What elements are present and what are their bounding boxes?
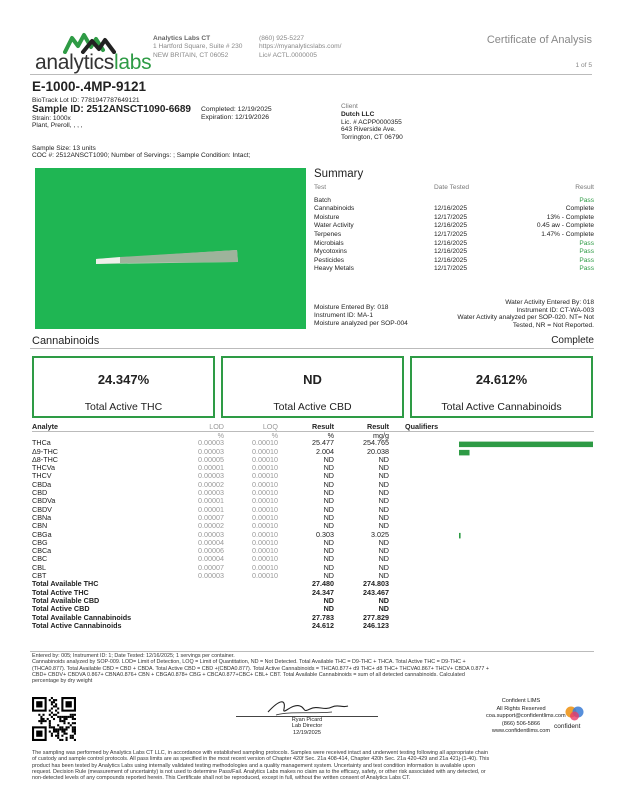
footer-line: request. Decision Rule (measurement of uncertainty) is not used to determine Pass/Fail. Analytics Labs makes no claim as to the efficacy, safety, or other risk associated with any detected, or — [32, 768, 486, 775]
analyte-result-pct: ND — [323, 479, 334, 489]
summary-date: 12/17/2025 — [434, 213, 468, 221]
total-result-mg: 274.803 — [363, 579, 389, 589]
analyte-lod: 0.00003 — [198, 446, 224, 456]
analyte-header — [32, 423, 594, 431]
summary-test: Terpenes — [314, 230, 342, 238]
analyte-loq: 0.00010 — [252, 529, 278, 539]
analyte-loq: 0.00010 — [252, 471, 278, 481]
analyte-name: CBD — [32, 488, 48, 498]
analyte-result-mg: ND — [378, 546, 389, 556]
analyte-name: CBDa — [32, 479, 52, 489]
footer-disclaimer — [32, 750, 594, 781]
analyte-result-pct: ND — [323, 521, 334, 531]
client-address1: 643 Riverside Ave. — [341, 126, 396, 134]
lab-contact-block — [259, 35, 379, 60]
total-active-cannabinoids-value: 24.612% — [475, 372, 528, 387]
product-name: E-1000-.4MP-9121 — [32, 79, 147, 94]
analyte-name: CBL — [32, 562, 46, 572]
total-name: Total Available THC — [32, 579, 99, 589]
analyte-result-mg: ND — [378, 488, 389, 498]
total-name: Total Active Cannabinoids — [32, 620, 122, 630]
analyte-result-pct: ND — [323, 537, 334, 547]
analyte-name: CBDVa — [32, 496, 56, 506]
analyte-loq: 0.00010 — [252, 463, 278, 473]
summary-header-result: Result — [575, 184, 594, 191]
signatory-title: Lab Director — [291, 723, 323, 730]
total-active-thc-box — [32, 356, 215, 418]
summary-table — [314, 184, 594, 274]
analyte-result-mg: ND — [378, 463, 389, 473]
summary-test: Water Activity — [314, 222, 354, 230]
note-line: CBD+ CBDV+ CBDVA 0.867+ CBNA0.876+ CBN + CBGA0.878+ CBG + CBCA0.877+CBC+ CBL+ CBT. Total Available Cannabinoids = sum of all detected cannabinoids. Calculated — [32, 671, 465, 678]
lab-name: Analytics Labs CT — [153, 35, 211, 42]
summary-result: Pass — [579, 196, 594, 204]
total-name: Total Available CBD — [32, 595, 100, 605]
analyte-name: CBGa — [32, 529, 52, 539]
analyte-name: Δ8-THC — [32, 454, 58, 464]
summary-result: 0.45 aw - Complete — [536, 222, 594, 230]
lab-address-line1: 1 Hartford Square, Suite # 230 — [153, 43, 243, 51]
analyte-lod: 0.00001 — [198, 504, 224, 514]
analyte-result-pct: ND — [323, 463, 334, 473]
analyte-result-mg: ND — [378, 537, 389, 547]
analyte-lod: 0.00002 — [198, 521, 224, 531]
analyte-name: CBCa — [32, 546, 52, 556]
product-type: Plant, Preroll, , , , — [32, 122, 83, 129]
header-result-mg: Result — [367, 422, 389, 431]
analyte-name: CBG — [32, 537, 48, 547]
header-qualifiers: Qualifiers — [405, 422, 439, 431]
unit-result-pct: % — [327, 431, 334, 441]
analyte-result-mg: ND — [378, 571, 389, 581]
analyte-loq: 0.00010 — [252, 438, 278, 448]
header-loq: LOQ — [262, 422, 278, 431]
analyte-loq: 0.00010 — [252, 521, 278, 531]
summary-result: Complete — [565, 205, 594, 213]
total-result-pct: 27.480 — [312, 579, 334, 589]
note-line: percentage by dry weight — [32, 678, 93, 685]
cannabinoids-divider — [30, 348, 594, 349]
summary-result: 1.47% - Complete — [541, 230, 594, 238]
total-result-mg: 246.123 — [363, 620, 389, 630]
analyte-lod: 0.00003 — [198, 488, 224, 498]
summary-date: 12/16/2025 — [434, 239, 468, 247]
summary-row — [314, 265, 594, 274]
analyte-result-pct: ND — [323, 512, 334, 522]
total-active-cannabinoids-box — [410, 356, 593, 418]
summary-result: Pass — [579, 265, 594, 273]
summary-date: 12/17/2025 — [434, 265, 468, 273]
analyte-result-pct: 2.004 — [316, 446, 334, 456]
analyte-lod: 0.00003 — [198, 471, 224, 481]
analyte-name: CBNa — [32, 512, 52, 522]
analyte-loq: 0.00010 — [252, 488, 278, 498]
qr-code[interactable] — [32, 697, 76, 741]
note-line: Cannabinoids analyzed by SOP-009. LOD= Limit of Detection, LOQ = Limit of Quantitation, ND = Not Detected. Total Available THC = D9-THC + THCA. Total Active THC = D9-THC + — [32, 659, 466, 666]
wa-note-line: Water Activity analyzed per SOP-020. NT= Not — [457, 314, 594, 322]
summary-result: Pass — [579, 239, 594, 247]
confident-line: All Rights Reserved — [496, 705, 546, 712]
analyte-lod: 0.00002 — [198, 479, 224, 489]
analyte-result-mg: ND — [378, 496, 389, 506]
summary-test: Batch — [314, 196, 331, 204]
qualifier-bars — [459, 440, 594, 590]
summary-row — [314, 248, 594, 257]
header-lod: LOD — [209, 422, 224, 431]
analyte-name: CBT — [32, 571, 47, 581]
total-name: Total Active CBD — [32, 604, 90, 614]
analyte-name: CBN — [32, 521, 48, 531]
summary-row — [314, 240, 594, 249]
analyte-name: CBC — [32, 554, 48, 564]
total-active-cbd-value: ND — [303, 372, 322, 387]
summary-test: Pesticides — [314, 256, 345, 264]
summary-test: Heavy Metals — [314, 265, 354, 273]
analyte-lod: 0.00005 — [198, 454, 224, 464]
biotrack-lot: BioTrack Lot ID: 7781947787649121 — [32, 97, 140, 104]
total-row — [32, 597, 594, 605]
note-line: Entered by: 005; Instrument ID: 1; Date Tested: 12/16/2025; 1 servings per container. — [32, 653, 235, 659]
analyte-name: CBDV — [32, 504, 52, 514]
analyte-result-mg: ND — [378, 554, 389, 564]
confident-line: Confident LIMS — [501, 698, 541, 704]
total-name: Total Active THC — [32, 587, 89, 597]
analyte-result-pct: ND — [323, 488, 334, 498]
lab-address-line2: NEW BRITAIN, CT 06052 — [153, 51, 229, 59]
total-result-pct: 27.783 — [312, 612, 334, 622]
total-active-cbd-label: Total Active CBD — [273, 401, 352, 413]
summary-row — [314, 205, 594, 214]
lab-license: Lic# ACTL.0000005 — [259, 51, 317, 59]
header-result-pct: Result — [312, 422, 334, 431]
preroll-image — [35, 168, 306, 329]
expiration-date: Expiration: 12/19/2026 — [201, 114, 270, 121]
summary-header-test: Test — [314, 184, 327, 191]
analyte-lod: 0.00007 — [198, 512, 224, 522]
unit-result-mg: mg/g — [373, 431, 389, 441]
summary-date: 12/16/2025 — [434, 248, 468, 256]
coc-line: COC #: 2512ANSCT1090; Number of Servings: ; Sample Condition: Intact; — [32, 152, 251, 159]
analyte-result-mg: ND — [378, 562, 389, 572]
analyte-loq: 0.00010 — [252, 504, 278, 514]
analyte-lod: 0.00004 — [198, 554, 224, 564]
summary-header-date: Date Tested — [434, 184, 470, 191]
total-result-pct: 24.612 — [312, 620, 334, 630]
note-line: (THCA0.877). Total Available CBD = CBD + CBDA. Total Active CBD = CBD +(CBDA0.877). Total Active Cannabinoids = THCA0.877+ d9 THC+ d8 THC+ THCVA0.867+ THCV+ CBDA 0.877 + — [32, 665, 489, 672]
confident-line[interactable]: coa.support@confidentlims.com — [486, 713, 566, 720]
analyte-result-pct: ND — [323, 504, 334, 514]
analyte-loq: 0.00010 — [252, 512, 278, 522]
analyte-result-mg: ND — [378, 454, 389, 464]
analyte-loq: 0.00010 — [252, 479, 278, 489]
analyte-result-pct: ND — [323, 454, 334, 464]
summary-result: 13% - Complete — [546, 213, 594, 221]
analyte-lod: 0.00006 — [198, 546, 224, 556]
analyte-lod: 0.00003 — [198, 438, 224, 448]
analyte-lod: 0.00007 — [198, 562, 224, 572]
footer-line: of custody and sample control protocols. All pass limits are as specified in the most recent version of Chapter 420f Sec. 21a 408-414, Chapter 420h Sec. 21a 420-429 and 21a 421j-(1-40). This — [32, 756, 490, 763]
lab-phone: (860) 925-5227 — [259, 35, 305, 42]
analyte-result-mg: ND — [378, 479, 389, 489]
total-active-cbd-box — [221, 356, 404, 418]
logo-text: analyticslabs — [35, 51, 152, 74]
total-active-thc-value: 24.347% — [97, 372, 150, 387]
document-title: Certificate of Analysis — [486, 34, 592, 46]
analyte-loq: 0.00010 — [252, 546, 278, 556]
total-result-mg: 277.829 — [363, 612, 389, 622]
summary-date: 12/17/2025 — [434, 230, 468, 238]
lab-logo — [35, 28, 152, 74]
qualifier-bar — [459, 442, 593, 448]
analyte-lod: 0.00003 — [198, 571, 224, 581]
analyte-result-pct: 25.477 — [312, 438, 334, 448]
moisture-note-line: Moisture analyzed per SOP-004 — [314, 320, 408, 328]
summary-row — [314, 222, 594, 231]
cannabinoid-notes — [32, 653, 594, 684]
total-result-mg: 243.467 — [363, 587, 389, 597]
analyte-name: THCa — [32, 438, 51, 448]
wa-note-line: Tested, NR = Not Reported. — [512, 321, 594, 329]
strain: Strain: 1000x — [32, 115, 71, 122]
wa-note-line: Instrument ID: CT-WA-003 — [516, 306, 594, 314]
moisture-note-line: Moisture Entered By: 018 — [314, 304, 389, 311]
analyte-result-mg: ND — [378, 504, 389, 514]
summary-test: Cannabinoids — [314, 205, 355, 213]
analyte-result-pct: ND — [323, 554, 334, 564]
summary-rows — [314, 197, 594, 274]
total-active-thc-label: Total Active THC — [84, 401, 163, 413]
moisture-note-line: Instrument ID: MA-1 — [314, 312, 373, 320]
summary-result: Pass — [579, 256, 594, 264]
notes-divider — [30, 651, 594, 652]
summary-row — [314, 197, 594, 206]
confident-brand: confident — [554, 723, 581, 730]
signature-block — [236, 717, 378, 736]
analyte-name: THCVa — [32, 463, 56, 473]
analyte-result-pct: ND — [323, 571, 334, 581]
analyte-lod: 0.00004 — [198, 537, 224, 547]
signatory-name: Ryan Picard — [291, 717, 323, 723]
lab-website[interactable]: https://myanalyticslabs.com/ — [259, 43, 342, 51]
header-divider — [30, 74, 592, 75]
footer-line: non-detected levels of any compounds reported herein. This Certificate shall not be reproduced, except in full, without the written consent of Analytics Labs CT. — [32, 775, 411, 782]
total-row — [32, 622, 594, 630]
summary-test: Microbials — [314, 239, 344, 247]
analyte-result-pct: ND — [323, 471, 334, 481]
qualifier-bar — [459, 533, 461, 539]
analyte-lod: 0.00001 — [198, 496, 224, 506]
analyte-loq: 0.00010 — [252, 537, 278, 547]
analyte-lod: 0.00003 — [198, 529, 224, 539]
total-result-pct: 24.347 — [312, 587, 334, 597]
summary-row — [314, 214, 594, 223]
analyte-loq: 0.00010 — [252, 496, 278, 506]
total-result-pct: ND — [323, 604, 334, 614]
confident-lims-block — [486, 698, 566, 736]
client-label: Client — [341, 103, 358, 110]
total-result-mg: ND — [378, 604, 389, 614]
client-address2: Torrington, CT 06790 — [341, 134, 403, 142]
summary-test: Mycotoxins — [314, 248, 347, 256]
moisture-note — [314, 304, 408, 329]
analyte-result-mg: 254.765 — [363, 438, 389, 448]
summary-result: Pass — [579, 248, 594, 256]
analyte-result-pct: ND — [323, 496, 334, 506]
summary-date — [434, 197, 514, 206]
analyte-loq: 0.00010 — [252, 571, 278, 581]
analyte-result-mg: ND — [378, 521, 389, 531]
analyte-result-mg: ND — [378, 512, 389, 522]
analyte-result-pct: ND — [323, 546, 334, 556]
summary-date: 12/16/2025 — [434, 205, 468, 213]
total-result-pct: ND — [323, 595, 334, 605]
client-name: Dutch LLC — [341, 110, 375, 118]
product-photo — [35, 168, 306, 329]
sample-id: Sample ID: 2512ANSCT1090-6689 — [32, 104, 191, 115]
cannabinoids-status: Complete — [551, 335, 594, 346]
unit-loq: % — [271, 431, 278, 441]
total-result-mg: ND — [378, 595, 389, 605]
analyte-loq: 0.00010 — [252, 454, 278, 464]
analyte-loq: 0.00010 — [252, 562, 278, 572]
qualifier-bar — [459, 450, 470, 456]
analyte-name: Δ9-THC — [32, 446, 58, 456]
summary-header — [314, 184, 594, 193]
unit-lod: % — [217, 431, 224, 441]
summary-date: 12/16/2025 — [434, 222, 468, 230]
confident-line[interactable]: www.confidentlims.com — [491, 728, 551, 735]
water-activity-note — [457, 299, 594, 329]
analyte-result-mg: 20.038 — [367, 446, 389, 456]
page-number: 1 of 5 — [575, 62, 592, 69]
wa-note-line: Water Activity Entered By: 018 — [505, 299, 594, 306]
analyte-result-pct: ND — [323, 562, 334, 572]
footer-line: The sampling was performed by Analytics Labs CT LLC, in accordance with established sampling protocols. Samples were received intact and underwent testing following all appropriate chain — [32, 750, 488, 756]
analyte-loq: 0.00010 — [252, 554, 278, 564]
summary-row — [314, 257, 594, 266]
cannabinoids-title: Cannabinoids — [32, 335, 100, 347]
analyte-lod: 0.00001 — [198, 463, 224, 473]
completed-date: Completed: 12/19/2025 — [201, 106, 272, 113]
analyte-loq: 0.00010 — [252, 446, 278, 456]
analyte-result-mg: ND — [378, 471, 389, 481]
analyte-result-mg: 3.025 — [371, 529, 389, 539]
signature-date: 12/19/2025 — [293, 729, 321, 736]
header-analyte: Analyte — [32, 422, 58, 431]
total-active-cannabinoids-label: Total Active Cannabinoids — [441, 401, 562, 413]
analyte-name: THCV — [32, 471, 52, 481]
summary-title: Summary — [314, 168, 364, 180]
confident-line: (866) 506-5866 — [501, 720, 541, 727]
footer-line: product has been tested by Analytics Labs using internally validated testing methodologies and a quality management system. Uncertainty and test condition information is available upon — [32, 762, 475, 769]
summary-row — [314, 231, 594, 240]
lab-address-block — [153, 35, 263, 60]
sample-size: Sample Size: 13 units — [32, 145, 96, 152]
confident-logo-icon — [564, 705, 586, 721]
total-name: Total Available Cannabinoids — [32, 612, 132, 622]
summary-date: 12/16/2025 — [434, 256, 468, 264]
logo-wordmark — [35, 51, 151, 75]
client-block — [341, 103, 403, 142]
summary-test: Moisture — [314, 213, 340, 221]
analyte-result-pct: 0.303 — [316, 529, 334, 539]
client-license: Lic. # ACPP0000355 — [341, 118, 402, 126]
